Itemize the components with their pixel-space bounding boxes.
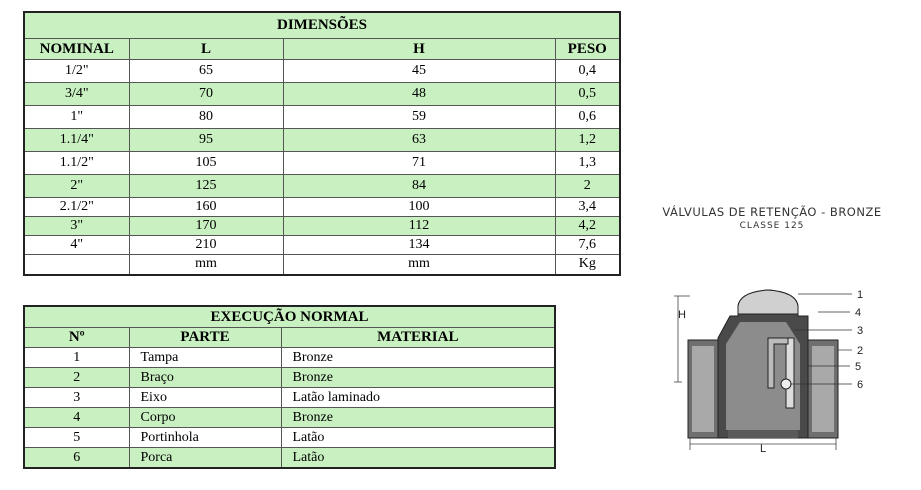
dimension-cell: 0,5 (555, 83, 620, 106)
unit-cell: mm (283, 255, 555, 275)
dimension-cell: 1,2 (555, 129, 620, 152)
dimension-cell: 2 (555, 175, 620, 198)
callout-2: 2 (857, 345, 864, 357)
valve-class: CLASSE 125 (739, 221, 805, 231)
dimension-row (24, 60, 620, 83)
part-row (24, 448, 555, 469)
dimension-cell: 70 (129, 83, 283, 106)
dimension-cell: 112 (283, 217, 555, 236)
dimension-cell: 80 (129, 106, 283, 129)
dimension-cell: 1/2" (24, 60, 129, 83)
part-material: Latão laminado (281, 388, 555, 408)
part-material: Latão (281, 448, 555, 469)
callout-3: 3 (857, 325, 864, 337)
dimension-cell: 4" (24, 236, 129, 255)
dimension-cell: 1" (24, 106, 129, 129)
dimension-cell: 1.1/4" (24, 129, 129, 152)
callout-4: 4 (855, 307, 862, 319)
part-row (24, 388, 555, 408)
dimension-l-label: L (760, 443, 767, 455)
dimension-cell: 95 (129, 129, 283, 152)
dimension-cell: 170 (129, 217, 283, 236)
dimension-cell: 84 (283, 175, 555, 198)
part-number: 6 (24, 448, 129, 469)
header-nominal: NOMINAL (24, 39, 129, 60)
dimension-cell: 7,6 (555, 236, 620, 255)
dimension-cell: 48 (283, 83, 555, 106)
dimension-cell: 3" (24, 217, 129, 236)
units-row (24, 255, 620, 275)
callout-1: 1 (857, 289, 864, 301)
part-name: Tampa (129, 348, 281, 368)
part-row (24, 408, 555, 428)
unit-cell: mm (129, 255, 283, 275)
dimension-row (24, 152, 620, 175)
dimension-cell: 71 (283, 152, 555, 175)
dimension-cell: 3/4" (24, 83, 129, 106)
dimension-cell: 63 (283, 129, 555, 152)
dimension-cell: 105 (129, 152, 283, 175)
dimension-cell: 59 (283, 106, 555, 129)
execution-table (23, 305, 556, 469)
part-row (24, 428, 555, 448)
dimension-cell: 134 (283, 236, 555, 255)
dimension-row (24, 236, 620, 255)
part-material: Bronze (281, 348, 555, 368)
callout-5: 5 (855, 361, 862, 373)
dimension-cell: 210 (129, 236, 283, 255)
dimensions-title: DIMENSÕES (24, 12, 620, 39)
dimension-cell: 0,4 (555, 60, 620, 83)
dimension-cell: 100 (283, 198, 555, 217)
dimension-cell: 0,6 (555, 106, 620, 129)
dimension-row (24, 217, 620, 236)
part-number: 2 (24, 368, 129, 388)
dimension-cell: 2" (24, 175, 129, 198)
dimension-cell: 45 (283, 60, 555, 83)
callout-6: 6 (857, 379, 864, 391)
part-material: Bronze (281, 368, 555, 388)
dimensions-table (23, 11, 621, 276)
dimension-cell: 1,3 (555, 152, 620, 175)
dimension-cell: 4,2 (555, 217, 620, 236)
header-parte: PARTE (129, 328, 281, 348)
dimension-cell: 1.1/2" (24, 152, 129, 175)
part-name: Eixo (129, 388, 281, 408)
dimension-cell: 65 (129, 60, 283, 83)
dimension-cell: 3,4 (555, 198, 620, 217)
part-name: Portinhola (129, 428, 281, 448)
dimension-row (24, 175, 620, 198)
part-row (24, 348, 555, 368)
header-h: H (283, 39, 555, 60)
dimension-cell: 125 (129, 175, 283, 198)
header-peso: PESO (555, 39, 620, 60)
part-number: 5 (24, 428, 129, 448)
unit-cell (24, 255, 129, 275)
part-number: 4 (24, 408, 129, 428)
dimension-h-label: H (678, 309, 686, 321)
header-l: L (129, 39, 283, 60)
valve-title: VÁLVULAS DE RETENÇÃO - BRONZE (662, 205, 882, 219)
dimension-row (24, 83, 620, 106)
dimension-row (24, 129, 620, 152)
part-material: Bronze (281, 408, 555, 428)
part-number: 1 (24, 348, 129, 368)
unit-cell: Kg (555, 255, 620, 275)
part-name: Corpo (129, 408, 281, 428)
part-number: 3 (24, 388, 129, 408)
header-material: MATERIAL (281, 328, 555, 348)
dimension-row (24, 198, 620, 217)
valve-cross-section-diagram (668, 278, 874, 458)
part-name: Porca (129, 448, 281, 469)
header-number: Nº (24, 328, 129, 348)
dimension-row (24, 106, 620, 129)
part-name: Braço (129, 368, 281, 388)
part-material: Latão (281, 428, 555, 448)
execution-title: EXECUÇÃO NORMAL (24, 306, 555, 328)
dimension-cell: 160 (129, 198, 283, 217)
part-row (24, 368, 555, 388)
dimension-cell: 2.1/2" (24, 198, 129, 217)
